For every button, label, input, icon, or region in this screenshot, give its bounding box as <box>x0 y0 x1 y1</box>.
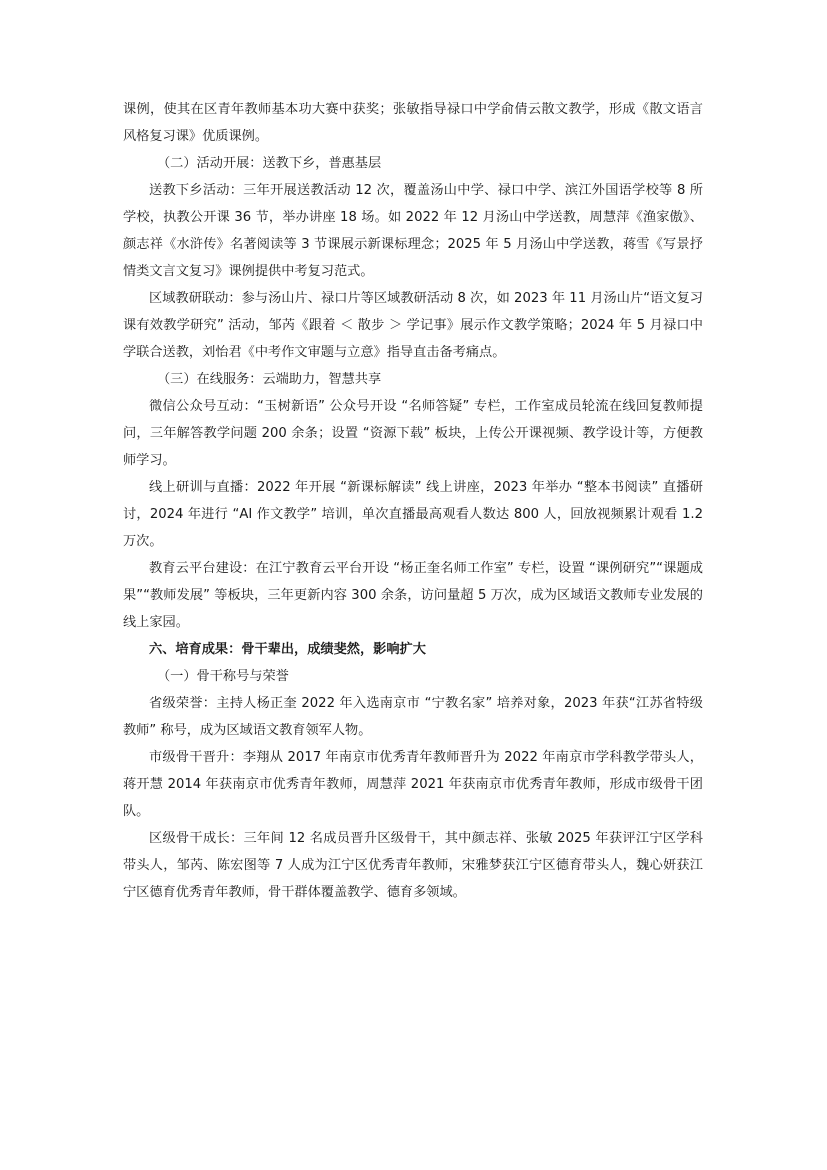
paragraph-provincial: 省级荣誉：主持人杨正奎 2022 年入选南京市 “宁教名家” 培养对象，2023 年获“江苏省特级教师” 称号，成为区域语文教育领军人物。 <box>123 696 703 738</box>
paragraph-course-example: 课例，使其在区青年教师基本功大赛中获奖；张敏指导禄口中学俞倩云散文教学，形成《散文语言风格复习课》优质课例。 <box>123 102 703 144</box>
paragraph-wechat: 微信公众号互动：“玉树新语” 公众号开设 “名师答疑” 专栏，工作室成员轮流在线回复教师提问，三年解答教学问题 200 余条；设置 “资源下载” 板块，上传公开课视频、教学设计等，方便教师学习。 <box>123 399 703 468</box>
subheading-activities: （二）活动开展：送教下乡，普惠基层 <box>157 156 382 171</box>
paragraph-municipal: 市级骨干晋升：李翔从 2017 年南京市优秀青年教师晋升为 2022 年南京市学科教学带头人，蒋开慧 2014 年获南京市优秀青年教师，周慧萍 2021 年获南京市优秀青年教师，形成市级骨干团队。 <box>123 750 703 819</box>
subheading-online-service: （三）在线服务：云端助力，智慧共享 <box>157 372 382 387</box>
paragraph-cloud-platform: 教育云平台建设：在江宁教育云平台开设 “杨正奎名师工作室” 专栏，设置 “课例研究”“课题成果”“教师发展” 等板块，三年更新内容 300 余条，访问量超 5 万次，成为区域语文教师专业发展的线上家园。 <box>123 561 703 630</box>
paragraph-live-training: 线上研训与直播：2022 年开展 “新课标解读” 线上讲座，2023 年举办 “整本书阅读” 直播研讨，2024 年进行 “AI 作文教学” 培训，单次直播最高观看人数达 800 人，回放视频累计观看 1.2 万次。 <box>123 480 703 549</box>
paragraph-outreach: 送教下乡活动：三年开展送教活动 12 次，覆盖汤山中学、禄口中学、滨江外国语学校等 8 所学校，执教公开课 36 节，举办讲座 18 场。如 2022 年 12 月汤山中学送教，周慧萍《渔家傲》、颜志祥《水浒传》名著阅读等 3 节课展示新课标理念；2025 年 5 月汤山中学送教，蒋雪《写景抒情类文言文复习》课例提供中考复习范式。 <box>123 183 703 279</box>
paragraph-regional-research: 区域教研联动：参与汤山片、禄口片等区域教研活动 8 次，如 2023 年 11 月汤山片“语文复习课有效教学研究” 活动，邹芮《跟着 ＜ 散步 ＞ 学记事》展示作文教学策略；2024 年 5 月禄口中学联合送教，刘怡君《中考作文审题与立意》指导直击备考痛点。 <box>123 291 703 360</box>
section-heading-results: 六、培育成果：骨干辈出，成绩斐然，影响扩大 <box>149 642 426 657</box>
paragraph-district: 区级骨干成长：三年间 12 名成员晋升区级骨干，其中颜志祥、张敏 2025 年获评江宁区学科带头人，邹芮、陈宏图等 7 人成为江宁区优秀青年教师，宋雅梦获江宁区德育带头人，魏心妍获江宁区德育优秀青年教师，骨干群体覆盖教学、德育多领域。 <box>123 831 703 900</box>
subheading-honors: （一）骨干称号与荣誉 <box>157 669 289 684</box>
document-body <box>123 96 703 906</box>
